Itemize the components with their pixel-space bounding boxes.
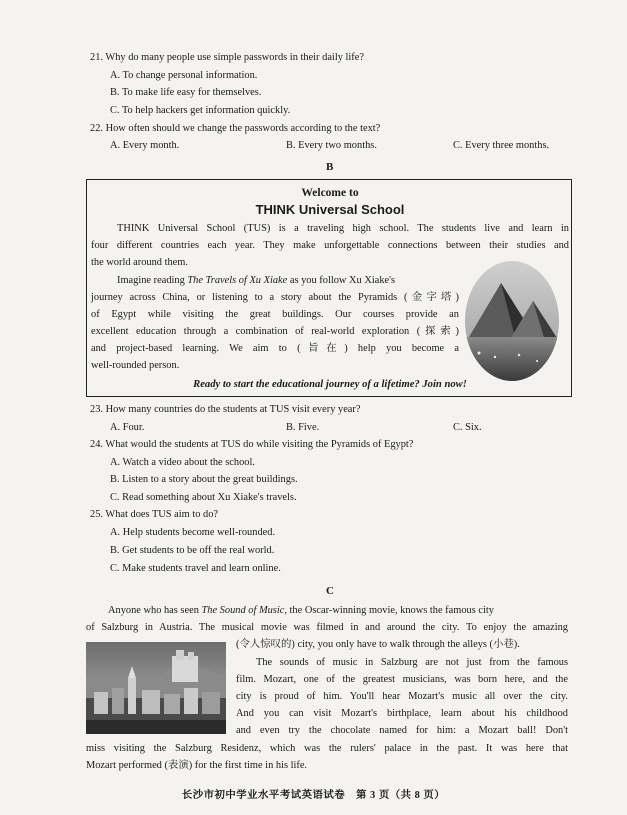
pyramids-illustration <box>465 261 559 381</box>
q22-option-b: B. Every two months. <box>286 140 377 151</box>
ad-p1-line3: the world around them. <box>91 257 188 268</box>
question-23: 23. How many countries do the students at TUS visit every year? <box>90 404 361 415</box>
salzburg-illustration <box>86 642 226 734</box>
salzburg-line7: And you can visit Mozart's birthplace, learn about his childhood <box>236 708 568 719</box>
salzburg-city-photo <box>86 642 226 734</box>
movie-title-sound-of-music: The Sound of Music <box>201 605 285 616</box>
tus-advertisement-box <box>86 179 572 397</box>
ad-p2-line6: well-rounded person. <box>91 360 180 371</box>
ad-p2-line1-start: Imagine reading <box>117 275 188 286</box>
ad-p2-line5: and project-based learning. We aim to (旨在) help you become a <box>91 343 459 354</box>
q24-option-c: C. Read something about Xu Xiake's travels. <box>110 492 297 503</box>
q22-option-a: A. Every month. <box>110 140 180 151</box>
salzburg-line1 <box>108 604 494 617</box>
q23-option-a: A. Four. <box>110 422 145 433</box>
q21-option-b: B. To make life easy for themselves. <box>110 87 262 98</box>
salzburg-line5: film. Mozart, one of the greatest musicians, was born here, and the <box>236 674 568 685</box>
page-footer: 长沙市初中学业水平考试英语试卷 第 3 页（共 8 页） <box>181 790 446 801</box>
section-b-label: B <box>326 161 334 173</box>
q21-option-c: C. To help hackers get information quickly. <box>110 105 291 116</box>
salzburg-line4: The sounds of music in Salzburg are not just from the famous <box>256 657 568 668</box>
salzburg-line1-end: , the Oscar-winning movie, knows the famous city <box>284 605 494 616</box>
salzburg-line10: Mozart performed (表演) for the first time in his life. <box>86 760 308 771</box>
ad-p2-line1-end: as you follow Xu Xiake's <box>287 275 396 286</box>
pyramids-photo <box>465 261 559 381</box>
q24-option-a: A. Watch a video about the school. <box>110 457 255 468</box>
q21-option-a: A. To change personal information. <box>110 70 258 81</box>
ad-p1-line2: four different countries each year. They make unforgettable connections between their studies and <box>91 240 569 251</box>
book-title-xu-xiake: The Travels of Xu Xiake <box>187 275 288 286</box>
ad-p1-line1: THINK Universal School (TUS) is a traveling high school. The students live and learn in <box>117 223 569 234</box>
salzburg-line3: (令人惊叹的) city, you only have to walk through the alleys (小巷). <box>236 639 520 650</box>
q23-option-c: C. Six. <box>453 422 482 433</box>
ad-heading-welcome: Welcome to <box>301 187 359 199</box>
ad-p2-line4: excellent education through a combination of real-world exploration (探索) <box>91 326 459 337</box>
q24-option-b: B. Listen to a story about the great buildings. <box>110 474 298 485</box>
ad-p2-line3: of Egypt while visiting the great buildings. Our courses provide an <box>91 309 459 320</box>
salzburg-line1-start: Anyone who has seen <box>108 605 202 616</box>
ad-p2-line1 <box>117 274 395 287</box>
ad-heading-school: THINK Universal School <box>255 202 405 217</box>
salzburg-line2: of Salzburg in Austria. The musical movie was filmed in and around the city. To enjoy the amazing <box>86 622 568 633</box>
q25-option-a: A. Help students become well-rounded. <box>110 527 276 538</box>
question-24: 24. What would the students at TUS do while visiting the Pyramids of Egypt? <box>90 439 414 450</box>
question-21: 21. Why do many people use simple passwords in their daily life? <box>90 52 364 63</box>
ad-p2-line2: journey across China, or listening to a story about the Pyramids (金字塔) <box>91 292 459 303</box>
q25-option-c: C. Make students travel and learn online. <box>110 563 281 574</box>
salzburg-line9: miss visiting the Salzburg Residenz, which was the rulers' palace in the past. It was here that <box>86 743 568 754</box>
q22-option-c: C. Every three months. <box>453 140 550 151</box>
ad-tagline: Ready to start the educational journey of a lifetime? Join now! <box>193 379 467 390</box>
question-22: 22. How often should we change the passwords according to the text? <box>90 123 381 134</box>
q23-option-b: B. Five. <box>286 422 320 433</box>
question-25: 25. What does TUS aim to do? <box>90 509 219 520</box>
salzburg-line6: city is proud of him. You'll hear Mozart's music all over the city. <box>236 691 568 702</box>
salzburg-line8: and even try the chocolate named for him: a Mozart ball! Don't <box>236 725 568 736</box>
q25-option-b: B. Get students to be off the real world. <box>110 545 275 556</box>
section-c-label: C <box>326 585 334 597</box>
